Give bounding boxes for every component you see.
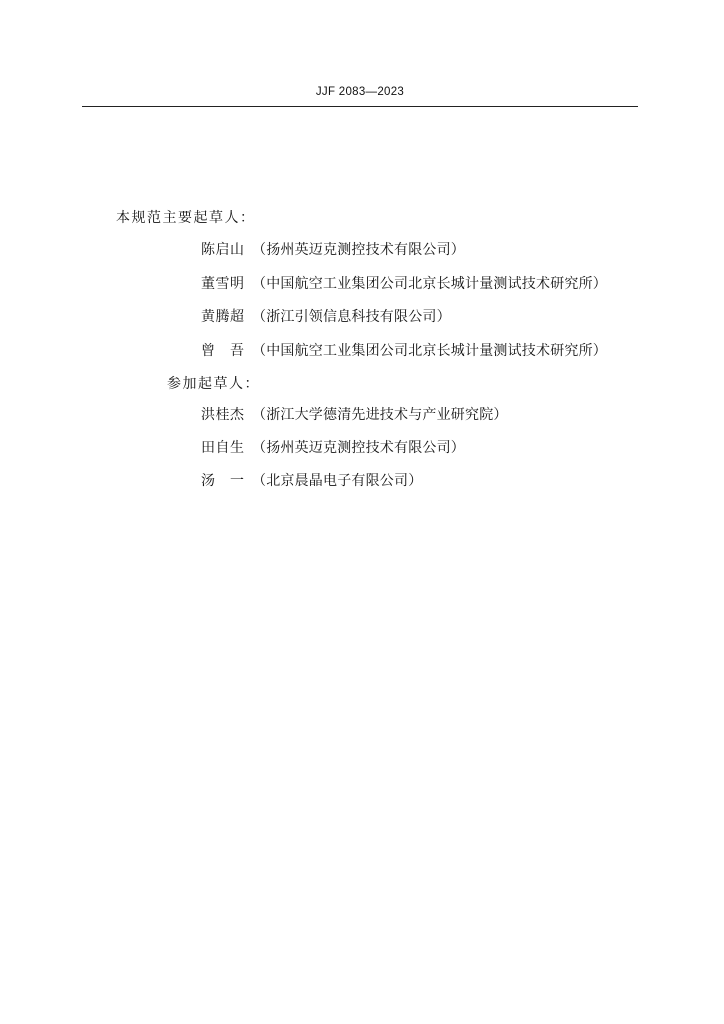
- drafter-organization: （浙江引领信息科技有限公司）: [252, 309, 451, 325]
- page-header: [82, 84, 638, 107]
- drafter-entry: [201, 340, 607, 360]
- participant-entry: [201, 437, 465, 457]
- drafter-organization: （中国航空工业集团公司北京长城计量测试技术研究所）: [252, 343, 607, 359]
- drafter-name: 黄腾超: [201, 309, 245, 325]
- participant-name: 汤 一: [201, 473, 245, 489]
- drafter-name: 陈启山: [201, 242, 245, 258]
- participant-entry: [201, 404, 508, 424]
- drafter-organization: （扬州英迈克测控技术有限公司）: [252, 242, 465, 258]
- drafter-entry: [201, 273, 607, 293]
- standard-code: JJF 2083—2023: [315, 86, 405, 98]
- drafter-entry: [201, 306, 451, 326]
- participant-organization: （浙江大学德清先进技术与产业研究院）: [252, 407, 508, 423]
- drafter-organization: （中国航空工业集团公司北京长城计量测试技术研究所）: [252, 276, 607, 292]
- main-drafters-heading: 本规范主要起草人：: [116, 210, 256, 226]
- drafter-entry: [201, 239, 465, 259]
- participant-name: 田自生: [201, 440, 245, 456]
- participant-entry: [201, 470, 422, 490]
- participant-organization: （北京晨晶电子有限公司）: [252, 473, 423, 489]
- participating-drafters-heading: 参加起草人：: [167, 376, 260, 392]
- drafter-name: 董雪明: [201, 276, 245, 292]
- drafter-name: 曾 吾: [201, 343, 245, 359]
- participant-name: 洪桂杰: [201, 407, 245, 423]
- participant-organization: （扬州英迈克测控技术有限公司）: [252, 440, 465, 456]
